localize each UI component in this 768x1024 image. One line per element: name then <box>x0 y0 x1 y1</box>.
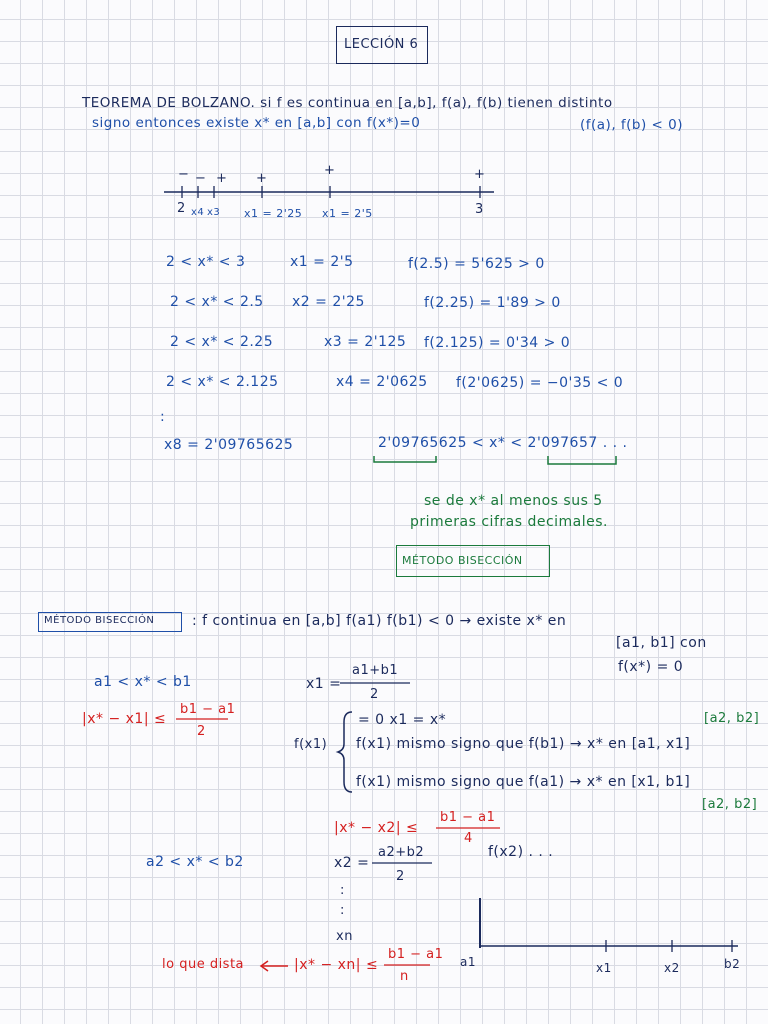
method-def-line-3: f(x*) = 0 <box>618 659 684 675</box>
step4-f: f(2'0625) = −0'35 < 0 <box>456 375 624 391</box>
err-1-den: 2 <box>197 724 206 739</box>
case-1-note: [a2, b2] <box>704 711 760 726</box>
step1-x: x1 = 2'5 <box>290 254 354 270</box>
x2-num: a2+b2 <box>378 845 425 860</box>
method-def-box-label: MÉTODO BISECCIÓN <box>44 615 155 626</box>
fx2-label: f(x2) . . . <box>488 844 554 860</box>
vertical-dots: : <box>160 409 166 425</box>
axis-label-x4: x4 <box>191 207 205 218</box>
sign-5: + <box>324 163 336 178</box>
step2-x: x2 = 2'25 <box>292 294 365 310</box>
fx1-label: f(x1) <box>294 737 328 752</box>
case-3: f(x1) mismo signo que f(a1) → x* en [x1, b1] <box>356 774 691 790</box>
case-1: = 0 x1 = x* <box>358 712 447 728</box>
axis-label-3: 3 <box>475 202 484 217</box>
conclusion-line-2: primeras cifras decimales. <box>410 514 609 530</box>
x1-lhs: x1 = <box>306 676 342 692</box>
vertical-dots-2: : <box>340 883 345 898</box>
step3-f: f(2.125) = 0'34 > 0 <box>424 335 571 351</box>
axis-label-x3: x3 <box>207 207 221 218</box>
step3-interval: 2 < x* < 2.25 <box>170 334 274 350</box>
conclusion-line-1: se de x* al menos sus 5 <box>424 493 603 509</box>
sign-2: − <box>195 171 207 186</box>
ineq-2: a2 < x* < b2 <box>146 854 244 870</box>
x8-value: x8 = 2'09765625 <box>164 437 294 453</box>
lo-que-dista: lo que dista <box>162 957 245 972</box>
sign-3: + <box>216 171 228 186</box>
err-2-lhs: |x* − x2| ≤ <box>334 820 419 836</box>
theorem-line-1: TEOREMA DE BOLZANO. si f es continua en [a,b], f(a), f(b) tienen distinto <box>82 95 613 111</box>
axis-b2: b2 <box>724 957 741 971</box>
step3-x: x3 = 2'125 <box>324 334 407 350</box>
err-1-num: b1 − a1 <box>180 702 236 717</box>
theorem-line-2: signo entonces existe x* en [a,b] con f(x*)=0 <box>92 115 421 131</box>
err-n-num: b1 − a1 <box>388 947 444 962</box>
axis-a1: a1 <box>460 955 476 969</box>
sign-1: − <box>178 167 190 182</box>
step4-x: x4 = 2'0625 <box>336 374 428 390</box>
axis-label-x1b: x1 = 2'5 <box>322 207 373 220</box>
step2-interval: 2 < x* < 2.5 <box>170 294 264 310</box>
method-def-line-2: [a1, b1] con <box>616 635 707 651</box>
err-n-lhs: |x* − xn| ≤ <box>294 957 379 973</box>
sign-6: + <box>474 167 486 182</box>
axis-label-x1a: x1 = 2'25 <box>244 207 303 220</box>
ineq-1: a1 < x* < b1 <box>94 674 192 690</box>
err-2-num: b1 − a1 <box>440 810 496 825</box>
err-1-lhs: |x* − x1| ≤ <box>82 711 167 727</box>
case-2: f(x1) mismo signo que f(b1) → x* en [a1, x1] <box>356 736 691 752</box>
x1-num: a1+b1 <box>352 663 399 678</box>
page-title: LECCIÓN 6 <box>344 37 419 52</box>
err-n-den: n <box>400 969 409 984</box>
vertical-dots-3: : <box>340 903 345 918</box>
step2-f: f(2.25) = 1'89 > 0 <box>424 295 561 311</box>
step1-f: f(2.5) = 5'625 > 0 <box>408 256 545 272</box>
case-3-note: [a2, b2] <box>702 797 758 812</box>
err-2-den: 4 <box>464 831 473 846</box>
method-def-line-1: : f continua en [a,b] f(a1) f(b1) < 0 → existe x* en <box>192 613 567 629</box>
x2-den: 2 <box>396 869 405 884</box>
sign-4: + <box>256 171 268 186</box>
x2-lhs: x2 = <box>334 855 370 871</box>
axis-x2: x2 <box>664 961 680 975</box>
axis-label-2: 2 <box>177 201 186 216</box>
step1-interval: 2 < x* < 3 <box>166 254 246 270</box>
method-box-label: MÉTODO BISECCIÓN <box>402 554 523 567</box>
axis-x1: x1 <box>596 961 612 975</box>
theorem-note: (f(a), f(b) < 0) <box>580 117 684 133</box>
step4-interval: 2 < x* < 2.125 <box>166 374 279 390</box>
x8-interval: 2'09765625 < x* < 2'097657 . . . <box>378 435 628 451</box>
x1-den: 2 <box>370 687 379 702</box>
xn-label: xn <box>336 929 353 944</box>
